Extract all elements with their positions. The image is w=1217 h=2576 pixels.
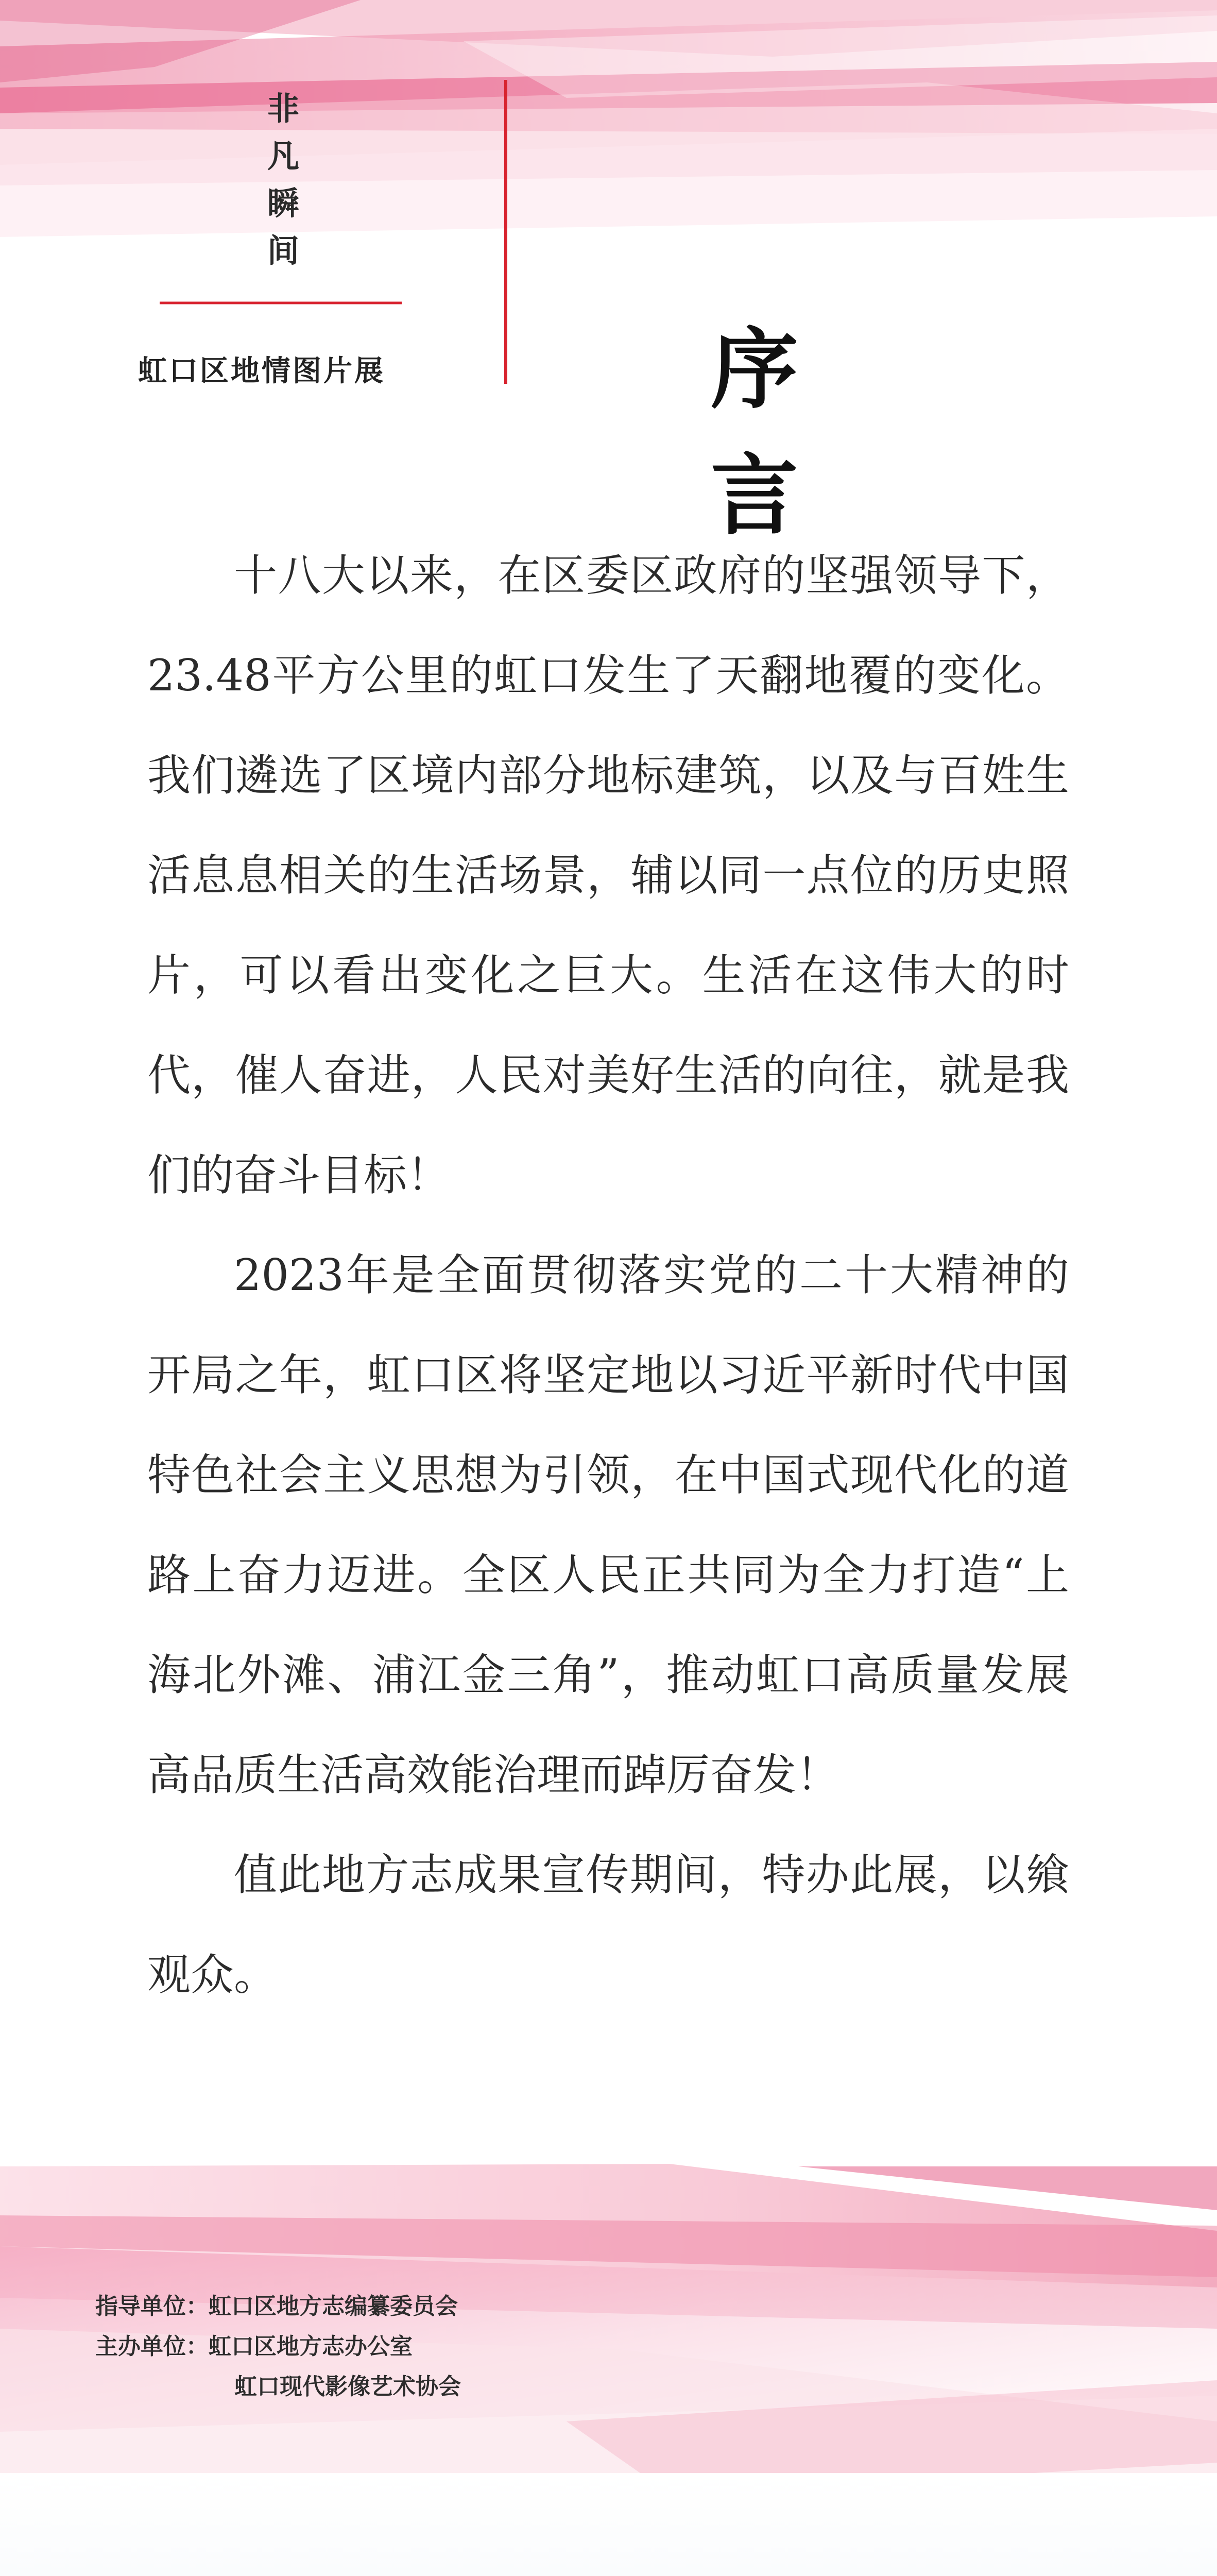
preface-paragraph: 十八大以来，在区委区政府的坚强领导下，23.48平方公里的虹口发生了天翻地覆的变化。我们遴选了区境内部分地标建筑，以及与百姓生活息息相关的生活场景，辅以同一点位的历史照片，可以看出变化之巨大。生活在这伟大的时代，催人奋进，人民对美好生活的向往，就是我们的奋斗目标！	[147, 550, 1069, 1200]
exhibition-subtitle: 虹口区地情图片展	[138, 354, 385, 388]
organizers	[95, 2286, 765, 2407]
preface-paragraph: 值此地方志成果宣传期间，特办此展，以飨观众。	[147, 1850, 1069, 2000]
top-ribbons	[0, 0, 1217, 237]
preface-body	[147, 526, 1069, 2025]
co-host-unit: 虹口现代影像艺术协会	[234, 2374, 461, 2400]
preface-title: 序 言	[711, 318, 1010, 547]
exhibition-title	[263, 85, 304, 275]
exhibition-title-char: 凡	[267, 137, 299, 175]
preface-paragraph: 2023年是全面贯彻落实党的二十大精神的开局之年，虹口区将坚定地以习近平新时代中国特色社会主义思想为引领，在中国式现代化的道路上奋力迈进。全区人民正共同为全力打造“上海北外滩、浦江金三角”，推动虹口高质量发展高品质生活高效能治理而踔厉奋发！	[147, 1250, 1069, 1800]
exhibition-title-char: 瞬	[267, 184, 299, 222]
exhibition-title-char: 非	[267, 90, 299, 127]
exhibition-title-char: 间	[267, 232, 299, 269]
host-unit: 主办单位：虹口区地方志办公室	[95, 2333, 413, 2360]
guidance-unit: 指导单位：虹口区地方志编纂委员会	[95, 2293, 458, 2319]
